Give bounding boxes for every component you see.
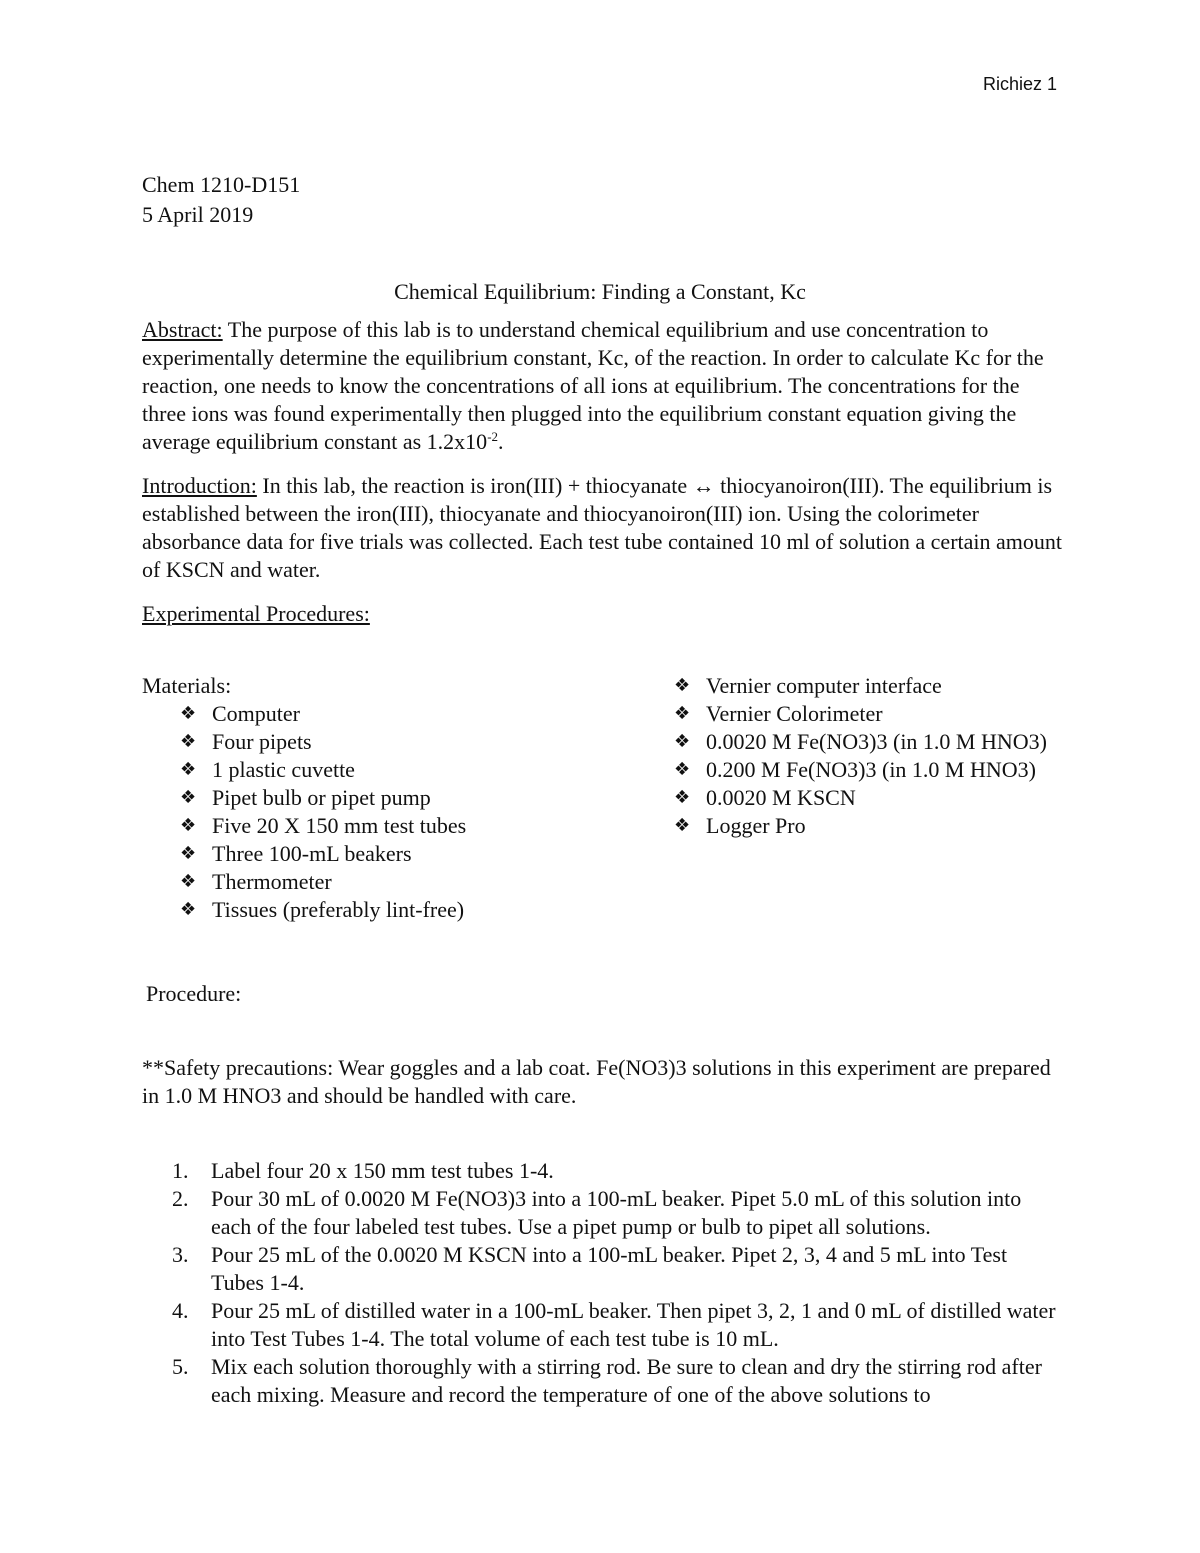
abstract-text: The purpose of this lab is to understand chemical equilibrium and use concentration to experimentally determine the equilibrium constant, Kc, of the reaction. In order to calculate Kc for the reaction, one needs to know the concentrations of all ions at equilibrium. The concentrations for the three ions was found experimentally then plugged into the equilibrium constant equation giving the average equilibrium constant as 1.2x10 — [142, 317, 1044, 454]
step-number: 3. — [172, 1242, 189, 1267]
list-item: ❖ 0.200 M Fe(NO3)3 (in 1.0 M HNO3) — [674, 757, 1036, 782]
step-text: Pour 25 mL of distilled water in a 100-mL beaker. Then pipet 3, 2, 1 and 0 mL of distilled water into Test Tubes 1-4. The total volume of each test tube is 10 mL. — [211, 1298, 1056, 1351]
abstract-end: . — [498, 429, 504, 454]
step-text: Pour 30 mL of 0.0020 M Fe(NO3)3 into a 100-mL beaker. Pipet 5.0 mL of this solution into each of the four labeled test tubes. Use a pipet pump or bulb to pipet all solutions. — [211, 1186, 1022, 1239]
step-number: 5. — [172, 1354, 189, 1379]
list-item: ❖ Three 100-mL beakers — [180, 841, 412, 866]
diamond-bullet-icon: ❖ — [180, 703, 197, 724]
diamond-bullet-icon: ❖ — [674, 759, 691, 780]
course-name: Chem 1210-D151 — [142, 172, 301, 197]
procedure-steps — [172, 1157, 1062, 1409]
list-item: ❖ 1 plastic cuvette — [180, 757, 355, 782]
abstract-label: Abstract: — [142, 317, 223, 342]
list-item: ❖ Computer — [180, 701, 300, 726]
document-date: 5 April 2019 — [142, 202, 254, 227]
step-text: Pour 25 mL of the 0.0020 M KSCN into a 100-mL beaker. Pipet 2, 3, 4 and 5 mL into Test Tubes 1-4. — [211, 1242, 1008, 1295]
list-item: ❖ Pipet bulb or pipet pump — [180, 785, 431, 810]
step-number: 1. — [172, 1158, 189, 1183]
diamond-bullet-icon: ❖ — [674, 731, 691, 752]
safety-precautions: **Safety precautions: Wear goggles and a lab coat. Fe(NO3)3 solutions in this experiment are prepared in 1.0 M HNO3 and should be handled with care. — [142, 1055, 1051, 1108]
list-item: ❖ Logger Pro — [674, 813, 806, 838]
step-text: Label four 20 x 150 mm test tubes 1-4. — [211, 1158, 554, 1183]
diamond-bullet-icon: ❖ — [674, 787, 691, 808]
materials-label: Materials: — [142, 673, 232, 698]
list-item: ❖ Vernier Colorimeter — [674, 701, 883, 726]
list-item — [172, 1297, 1062, 1353]
list-item: ❖ Five 20 X 150 mm test tubes — [180, 813, 467, 838]
list-item: ❖ Thermometer — [180, 869, 332, 894]
list-item — [172, 1353, 1062, 1409]
list-item: ❖ 0.0020 M Fe(NO3)3 (in 1.0 M HNO3) — [674, 729, 1047, 754]
step-number: 2. — [172, 1186, 189, 1211]
introduction-paragraph — [142, 472, 1067, 584]
list-item: ❖ Four pipets — [180, 729, 312, 754]
document-title: Chemical Equilibrium: Finding a Constant, Kc — [394, 279, 806, 304]
diamond-bullet-icon: ❖ — [180, 899, 197, 920]
page-header: Richiez 1 — [982, 74, 1057, 94]
course-info — [142, 170, 300, 230]
introduction-text: In this lab, the reaction is iron(III) + thiocyanate ↔ thiocyanoiron(III). The equilibrium is established between the iron(III), thiocyanate and thiocyanoiron(III) ion. Using the colorimeter absorbance data for five trials was collected. Each test tube contained 10 ml of solution a certain amount of KSCN and water. — [142, 473, 1063, 582]
diamond-bullet-icon: ❖ — [180, 787, 197, 808]
list-item: ❖ Vernier computer interface — [674, 673, 942, 698]
diamond-bullet-icon: ❖ — [180, 731, 197, 752]
diamond-bullet-icon: ❖ — [674, 675, 691, 696]
diamond-bullet-icon: ❖ — [674, 815, 691, 836]
experimental-heading — [142, 600, 1067, 628]
diamond-bullet-icon: ❖ — [180, 871, 197, 892]
procedure-label: Procedure: — [146, 981, 242, 1006]
list-item — [172, 1185, 1062, 1241]
materials-list-left — [180, 700, 600, 924]
step-text: Mix each solution thoroughly with a stirring rod. Be sure to clean and dry the stirring rod after each mixing. Measure and record the temperature of one of the above solutions to — [211, 1354, 1042, 1407]
materials-list-right — [674, 672, 1074, 840]
diamond-bullet-icon: ❖ — [180, 759, 197, 780]
list-item — [172, 1241, 1062, 1297]
list-item: ❖ 0.0020 M KSCN — [674, 785, 856, 810]
diamond-bullet-icon: ❖ — [180, 843, 197, 864]
introduction-label: Introduction: — [142, 473, 257, 498]
experimental-label: Experimental Procedures: — [142, 601, 370, 626]
abstract-paragraph — [142, 316, 1067, 456]
diamond-bullet-icon: ❖ — [180, 815, 197, 836]
list-item: ❖ Tissues (preferably lint-free) — [180, 897, 465, 922]
list-item — [172, 1157, 1062, 1185]
diamond-bullet-icon: ❖ — [674, 703, 691, 724]
step-number: 4. — [172, 1298, 189, 1323]
abstract-exponent: -2 — [487, 429, 499, 444]
